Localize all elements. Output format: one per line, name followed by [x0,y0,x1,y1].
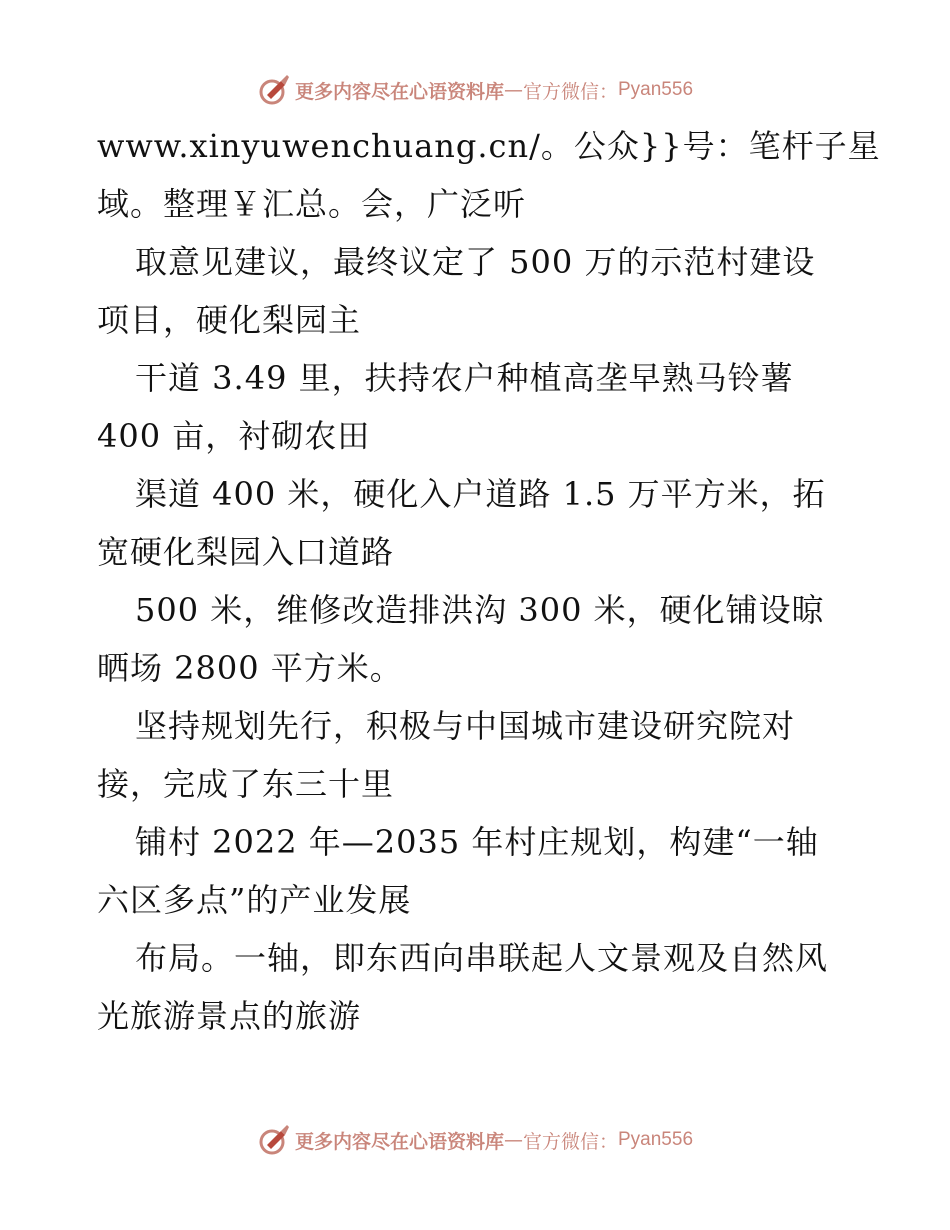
banner-slogan: 更多内容尽在心语资料库 [294,80,504,103]
body-line-7: 渠道 400 米，硬化入户道路 1.5 万平方米，拓 [135,475,826,513]
body-line-8: 宽硬化梨园入口道路 [97,533,395,571]
body-line-5: 干道 3.49 里，扶持农户种植高垄早熟马铃薯 [135,359,794,397]
pen-logo-icon [257,73,291,107]
pen-logo-icon [257,1123,291,1157]
body-line-14: 六区多点”的产业发展 [97,881,412,919]
body-line-2: 域。整理￥汇总。会，广泛听 [97,185,527,223]
banner-wechat-label: 官方微信： [522,80,618,103]
banner-separator: — [503,79,523,101]
banner-wechat-id: Pyan556 [618,1129,694,1150]
body-line-12: 接，完成了东三十里 [97,765,395,803]
body-line-15: 布局。一轴，即东西向串联起人文景观及自然风 [135,939,829,977]
banner-slogan: 更多内容尽在心语资料库 [294,1130,504,1153]
banner-wechat-id: Pyan556 [618,79,694,100]
banner-separator: — [503,1129,523,1151]
body-line-13: 铺村 2022 年—2035 年村庄规划，构建“一轴 [135,823,819,861]
body-line-4: 项目，硬化梨园主 [97,301,362,339]
document-body [97,117,881,1045]
body-line-16: 光旅游景点的旅游 [97,997,362,1035]
body-line-10: 晒场 2800 平方米。 [97,649,403,687]
body-line-1: www.xinyuwenchuang.cn/。公众}}号：笔杆子星 [97,127,881,165]
header-banner [0,70,950,110]
banner-wechat-label: 官方微信： [522,1130,618,1153]
body-line-11: 坚持规划先行，积极与中国城市建设研究院对 [135,707,796,745]
body-line-3: 取意见建议，最终议定了 500 万的示范村建设 [135,243,816,281]
footer-banner [0,1120,950,1160]
body-line-6: 400 亩，衬砌农田 [97,417,371,455]
body-line-9: 500 米，维修改造排洪沟 300 米，硬化铺设晾 [135,591,825,629]
